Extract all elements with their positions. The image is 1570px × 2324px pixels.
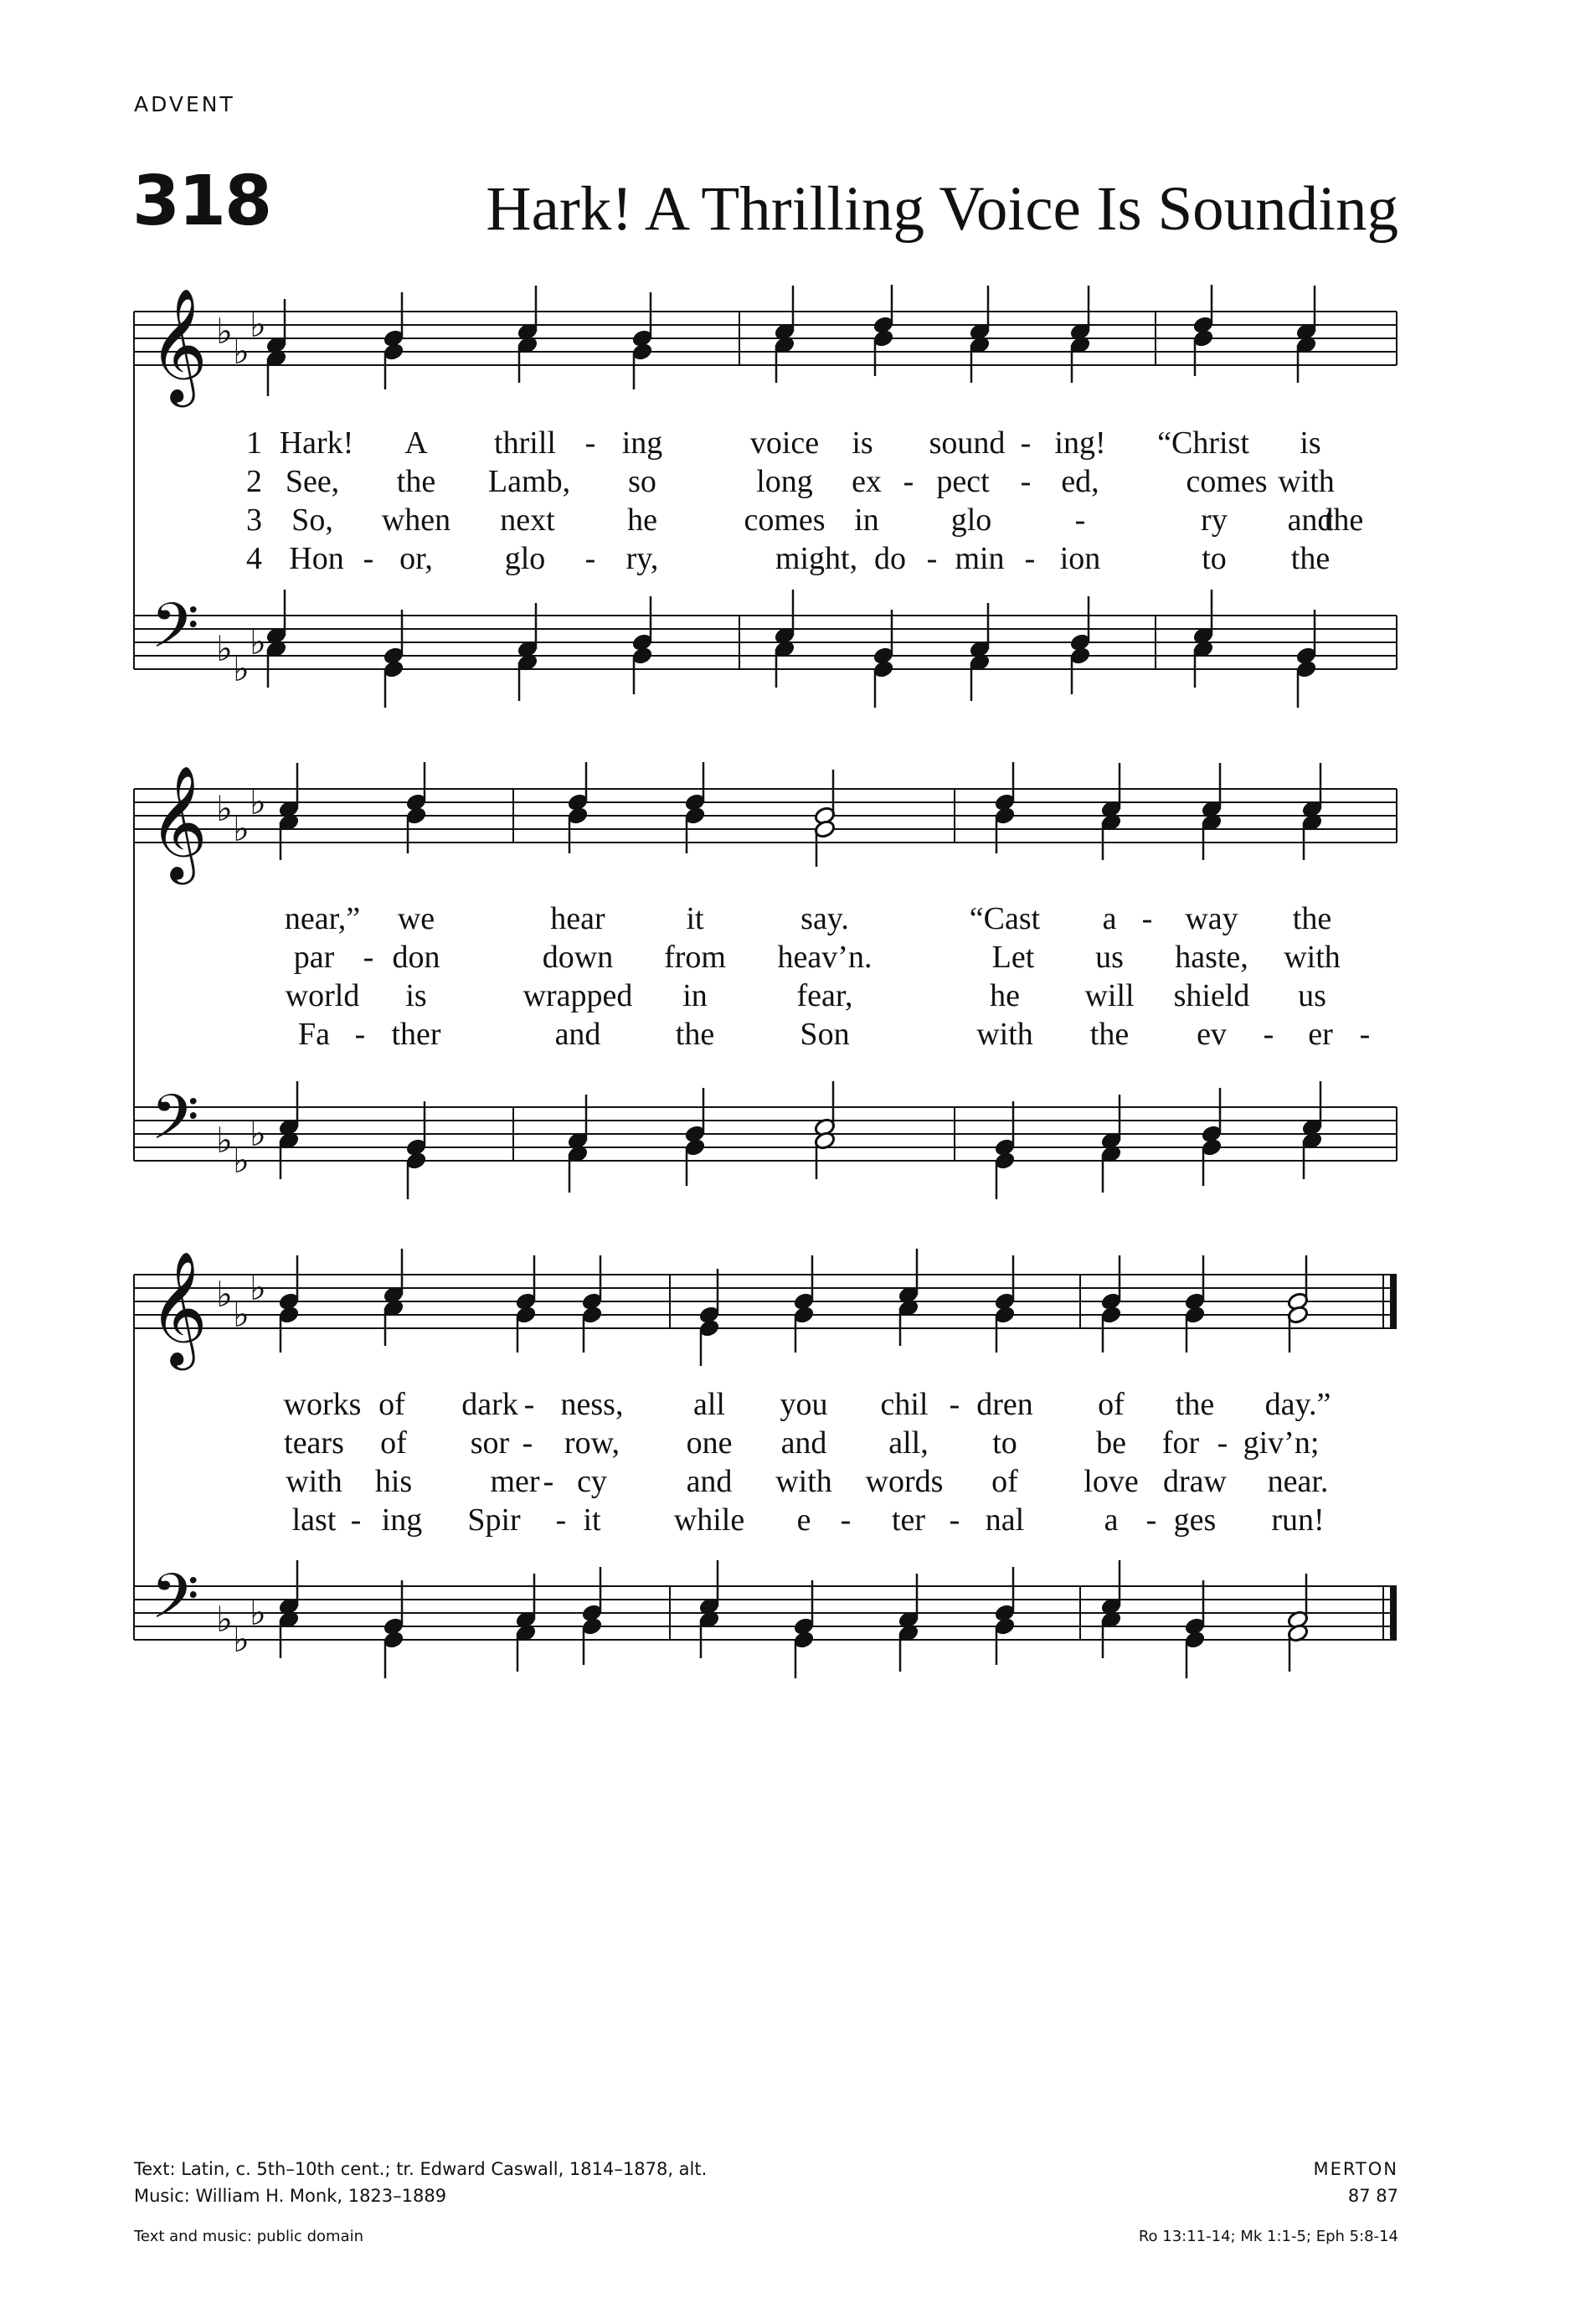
lyric-syllable: all — [693, 1387, 725, 1422]
text-credit: Text: Latin, c. 5th–10th cent.; tr. Edward Caswall, 1814–1878, alt. — [134, 2159, 708, 2179]
tune-name: MERTON — [1313, 2159, 1398, 2179]
lyric-syllable: when — [381, 502, 451, 538]
lyric-syllable: of — [991, 1464, 1018, 1499]
lyric-syllable: haste, — [1175, 940, 1248, 975]
lyric-syllable: his — [374, 1464, 413, 1499]
lyric-syllable: ev — [1197, 1017, 1227, 1052]
flat-icon: ♭ — [233, 331, 250, 372]
flat-icon: ♭ — [233, 1294, 250, 1335]
hymn-title: Hark! A Thrilling Voice Is Sounding — [486, 174, 1398, 244]
lyric-syllable: of — [378, 1387, 405, 1422]
lyric-syllable: dark — [461, 1387, 518, 1422]
lyric-syllable: pect — [936, 464, 990, 499]
lyric-syllable: glo — [950, 502, 992, 538]
lyric-syllable: us — [1298, 978, 1326, 1013]
lyric-syllable: thrill — [494, 425, 556, 461]
lyric-syllable: in — [682, 978, 708, 1013]
lyric-syllable: a — [1102, 901, 1117, 936]
lyric-syllable: you — [780, 1387, 828, 1422]
lyric-hyphen: - — [1020, 425, 1032, 461]
lyric-syllable: giv’n; — [1243, 1425, 1320, 1461]
lyric-hyphen: - — [584, 541, 596, 576]
flat-icon: ♭ — [216, 1274, 233, 1315]
copyright: Text and music: public domain — [134, 2228, 364, 2245]
lyric-syllable: we — [397, 901, 435, 936]
bass-clef-icon: 𝄢 — [151, 1081, 199, 1169]
treble-clef-icon: 𝄞 — [149, 1250, 208, 1365]
lyric-syllable: don — [392, 940, 440, 975]
lyric-syllable: to — [992, 1425, 1017, 1461]
lyric-syllable: way — [1185, 901, 1238, 936]
lyric-syllable: day.” — [1264, 1387, 1331, 1422]
lyric-hyphen: - — [1074, 502, 1086, 538]
lyric-syllable: near,” — [284, 901, 361, 936]
lyric-syllable: to — [1202, 541, 1227, 576]
music-system-1 — [0, 285, 1570, 737]
lyric-syllable: min — [955, 541, 1005, 576]
lyric-syllable: with — [775, 1464, 832, 1499]
lyric-hyphen: - — [840, 1502, 852, 1538]
bass-clef-icon: 𝄢 — [151, 1560, 199, 1648]
lyric-syllable: words — [865, 1464, 944, 1499]
lyric-syllable: “Cast — [969, 901, 1041, 936]
lyric-syllable: world — [285, 978, 360, 1013]
lyric-syllable: ing — [381, 1502, 423, 1538]
lyric-syllable: it — [686, 901, 704, 936]
lyric-syllable: in — [854, 502, 879, 538]
lyric-syllable: all, — [888, 1425, 929, 1461]
lyric-syllable: hear — [550, 901, 605, 936]
flat-icon: ♭ — [250, 1113, 266, 1154]
lyric-hyphen: - — [543, 1464, 554, 1499]
lyric-syllable: with — [286, 1464, 342, 1499]
meter: 87 87 — [1347, 2186, 1398, 2206]
flat-icon: ♭ — [216, 1120, 233, 1161]
lyric-hyphen: - — [1145, 1502, 1157, 1538]
lyric-syllable: cy — [577, 1464, 607, 1499]
lyric-hyphen: - — [1020, 464, 1032, 499]
flat-icon: ♭ — [233, 808, 250, 849]
lyric-hyphen: - — [903, 464, 914, 499]
lyric-syllable: the — [1175, 1387, 1215, 1422]
lyric-syllable: the — [675, 1017, 715, 1052]
lyric-hyphen: - — [584, 425, 596, 461]
lyric-syllable: “Christ — [1157, 425, 1249, 461]
lyric-syllable: last — [291, 1502, 337, 1538]
lyric-syllable: sound — [929, 425, 1006, 461]
lyric-syllable: draw — [1163, 1464, 1227, 1499]
verse-number: 1 — [246, 425, 262, 461]
lyric-syllable: the — [396, 464, 436, 499]
lyric-syllable: sor — [470, 1425, 510, 1461]
lyric-syllable: with — [1278, 464, 1335, 499]
flat-icon: ♭ — [250, 304, 266, 345]
lyric-syllable: ther — [391, 1017, 441, 1052]
lyric-syllable: ry — [1201, 502, 1228, 538]
lyric-syllable: ing! — [1054, 425, 1106, 461]
lyric-syllable: Spir — [467, 1502, 521, 1538]
lyric-syllable: one — [686, 1425, 733, 1461]
lyric-syllable: Hark! — [279, 425, 354, 461]
section-label: ADVENT — [134, 92, 235, 116]
lyric-syllable: glo — [504, 541, 546, 576]
lyric-syllable: voice — [749, 425, 820, 461]
lyric-syllable: and — [554, 1017, 601, 1052]
verse-number: 4 — [246, 541, 262, 576]
lyric-syllable: ness, — [560, 1387, 624, 1422]
lyric-syllable: of — [1098, 1387, 1125, 1422]
lyric-syllable: the — [1324, 502, 1364, 538]
lyric-syllable: tears — [284, 1425, 344, 1461]
music-system-2 — [0, 762, 1570, 1214]
lyric-syllable: with — [1284, 940, 1341, 975]
lyric-syllable: be — [1096, 1425, 1126, 1461]
treble-staff — [134, 1275, 1397, 1328]
lyric-syllable: Fa — [298, 1017, 330, 1052]
lyric-syllable: mer — [490, 1464, 540, 1499]
lyric-syllable: is — [1300, 425, 1321, 461]
lyric-syllable: us — [1095, 940, 1124, 975]
lyric-syllable: for — [1161, 1425, 1200, 1461]
lyric-syllable: comes — [744, 502, 826, 538]
lyric-syllable: par — [293, 940, 335, 975]
lyric-syllable: near. — [1267, 1464, 1329, 1499]
lyric-hyphen: - — [523, 1387, 535, 1422]
lyric-syllable: ed, — [1061, 464, 1099, 499]
lyric-syllable: a — [1104, 1502, 1119, 1538]
lyric-syllable: he — [990, 978, 1020, 1013]
lyric-syllable: Hon — [289, 541, 344, 576]
flat-icon: ♭ — [233, 648, 250, 689]
flat-icon: ♭ — [216, 311, 233, 352]
lyric-syllable: ter — [891, 1502, 926, 1538]
lyric-syllable: Lamb, — [487, 464, 571, 499]
music-system-3 — [0, 1248, 1570, 1717]
flat-icon: ♭ — [250, 1267, 266, 1308]
lyric-syllable: say. — [800, 901, 849, 936]
lyric-syllable: will — [1084, 978, 1135, 1013]
lyric-syllable: shield — [1173, 978, 1250, 1013]
lyric-syllable: long — [756, 464, 813, 499]
lyric-hyphen: - — [363, 541, 374, 576]
lyric-syllable: and — [1287, 502, 1334, 538]
lyric-hyphen: - — [949, 1387, 960, 1422]
lyric-syllable: Let — [991, 940, 1035, 975]
lyric-syllable: it — [583, 1502, 601, 1538]
lyric-hyphen: - — [1141, 901, 1153, 936]
lyric-syllable: so — [628, 464, 656, 499]
lyric-hyphen: - — [555, 1502, 567, 1538]
lyric-hyphen: - — [1359, 1017, 1371, 1052]
lyric-hyphen: - — [522, 1425, 533, 1461]
lyric-syllable: might, — [775, 541, 858, 576]
hymn-number: 318 — [132, 162, 271, 241]
final-barline-thick — [1390, 1586, 1397, 1640]
treble-clef-icon: 𝄞 — [149, 286, 208, 402]
lyric-syllable: the — [1290, 541, 1331, 576]
lyric-syllable: See, — [285, 464, 340, 499]
flat-icon: ♭ — [250, 1592, 266, 1633]
flat-icon: ♭ — [216, 1599, 233, 1640]
verse-number: 3 — [246, 502, 262, 538]
lyric-syllable: heav’n. — [777, 940, 873, 975]
lyric-syllable: ges — [1173, 1502, 1217, 1538]
lyric-syllable: next — [500, 502, 555, 538]
lyric-syllable: comes — [1186, 464, 1268, 499]
flat-icon: ♭ — [250, 781, 266, 822]
lyric-syllable: er — [1308, 1017, 1333, 1052]
lyric-syllable: is — [405, 978, 427, 1013]
lyric-hyphen: - — [1263, 1017, 1274, 1052]
flat-icon: ♭ — [233, 1140, 250, 1181]
lyric-syllable: down — [542, 940, 614, 975]
lyric-syllable: ex — [852, 464, 882, 499]
lyric-hyphen: - — [350, 1502, 362, 1538]
lyric-hyphen: - — [1024, 541, 1036, 576]
lyric-syllable: he — [627, 502, 657, 538]
lyric-syllable: So, — [291, 502, 333, 538]
lyric-syllable: and — [780, 1425, 827, 1461]
lyric-syllable: fear, — [796, 978, 853, 1013]
lyric-hyphen: - — [926, 541, 938, 576]
lyric-syllable: of — [380, 1425, 407, 1461]
flat-icon: ♭ — [250, 621, 266, 662]
staff-graphics — [0, 762, 1570, 1214]
lyric-syllable: works — [283, 1387, 362, 1422]
treble-clef-icon: 𝄞 — [149, 764, 208, 879]
lyric-syllable: ion — [1059, 541, 1101, 576]
lyric-syllable: or, — [399, 541, 433, 576]
lyric-syllable: dren — [976, 1387, 1033, 1422]
bass-clef-icon: 𝄢 — [151, 590, 199, 678]
lyric-hyphen: - — [363, 940, 374, 975]
lyric-hyphen: - — [354, 1017, 366, 1052]
flat-icon: ♭ — [233, 1619, 250, 1660]
lyric-syllable: run! — [1271, 1502, 1325, 1538]
lyric-syllable: do — [874, 541, 906, 576]
lyric-syllable: row, — [564, 1425, 620, 1461]
verse-number: 2 — [246, 464, 262, 499]
lyric-syllable: love — [1084, 1464, 1139, 1499]
lyric-syllable: the — [1089, 1017, 1130, 1052]
lyric-syllable: ing — [621, 425, 663, 461]
lyric-syllable: is — [852, 425, 873, 461]
lyric-syllable: nal — [985, 1502, 1025, 1538]
flat-icon: ♭ — [216, 628, 233, 669]
lyric-syllable: ry, — [625, 541, 659, 576]
lyric-syllable: A — [404, 425, 428, 461]
lyric-syllable: Son — [800, 1017, 850, 1052]
music-credit: Music: William H. Monk, 1823–1889 — [134, 2186, 447, 2206]
final-barline-thick — [1390, 1275, 1397, 1328]
lyric-hyphen: - — [1217, 1425, 1228, 1461]
bass-staff — [134, 1586, 1397, 1640]
lyric-syllable: from — [664, 940, 726, 975]
lyric-syllable: e — [796, 1502, 811, 1538]
lyric-syllable: wrapped — [522, 978, 633, 1013]
lyric-hyphen: - — [949, 1502, 960, 1538]
lyric-syllable: while — [673, 1502, 745, 1538]
scripture-references: Ro 13:11-14; Mk 1:1-5; Eph 5:8-14 — [1138, 2228, 1398, 2245]
lyric-syllable: chil — [880, 1387, 929, 1422]
lyric-syllable: the — [1292, 901, 1332, 936]
flat-icon: ♭ — [216, 788, 233, 829]
lyric-syllable: with — [976, 1017, 1033, 1052]
lyric-syllable: and — [686, 1464, 733, 1499]
